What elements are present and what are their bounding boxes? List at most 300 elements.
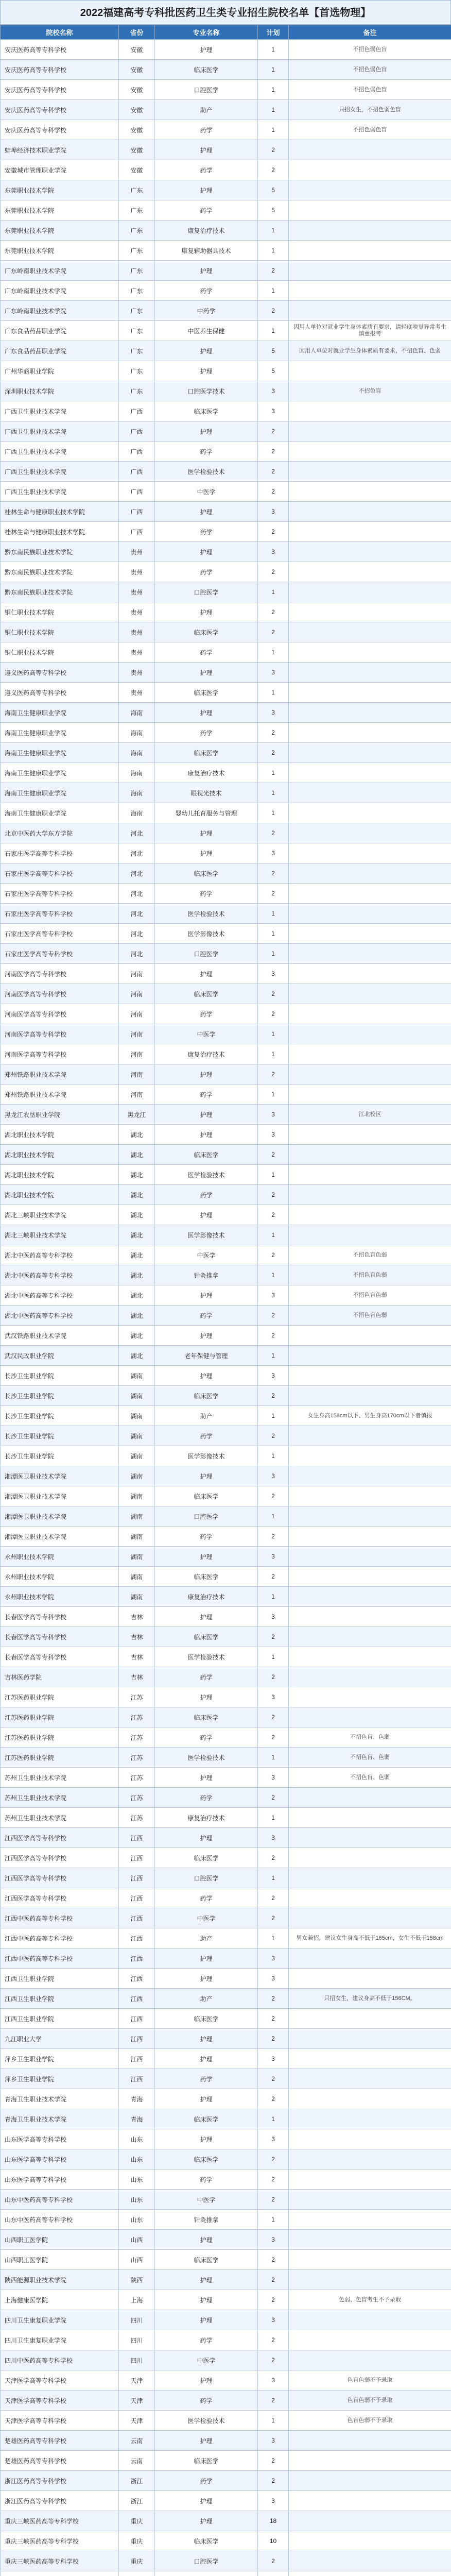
table-row xyxy=(1,2170,451,2190)
plan-cell: 2 xyxy=(258,2270,289,2290)
table-row xyxy=(1,924,451,944)
school-cell: 长沙卫生职业学院 xyxy=(1,1446,119,1466)
plan-cell: 1 xyxy=(258,683,289,703)
province-cell: 广东 xyxy=(119,361,155,381)
school-cell: 长春医学高等专科学校 xyxy=(1,1627,119,1647)
major-cell: 护理 xyxy=(155,1607,258,1627)
province-cell: 河北 xyxy=(119,924,155,944)
school-cell: 东莞职业技术学院 xyxy=(1,241,119,261)
major-cell: 助产 xyxy=(155,1406,258,1426)
province-cell: 河北 xyxy=(119,904,155,924)
province-cell: 安徽 xyxy=(119,60,155,80)
table-row xyxy=(1,1748,451,1768)
header-note: 备注 xyxy=(289,25,451,40)
note-cell xyxy=(289,1064,451,1084)
table-row xyxy=(1,1004,451,1024)
table-row xyxy=(1,1185,451,1205)
note-cell xyxy=(289,703,451,723)
note-cell xyxy=(289,2551,451,2571)
province-cell: 河南 xyxy=(119,1044,155,1064)
major-cell: 护理 xyxy=(155,2491,258,2511)
province-cell: 湖北 xyxy=(119,1185,155,1205)
province-cell: 湖北 xyxy=(119,1225,155,1245)
major-cell: 医学检验技术 xyxy=(155,1647,258,1667)
major-cell xyxy=(155,2571,258,2576)
table-row xyxy=(1,1627,451,1647)
school-cell: 浙江医药高等专科学校 xyxy=(1,2491,119,2511)
note-cell xyxy=(289,2471,451,2491)
province-cell: 贵州 xyxy=(119,622,155,642)
note-cell xyxy=(289,683,451,703)
plan-cell: 2 xyxy=(258,1908,289,1928)
school-cell: 湘潭医卫职业技术学院 xyxy=(1,1466,119,1486)
province-cell: 湖南 xyxy=(119,1547,155,1567)
plan-cell: 1 xyxy=(258,80,289,100)
major-cell: 药学 xyxy=(155,1084,258,1105)
province-cell: 广西 xyxy=(119,482,155,502)
table-row xyxy=(1,180,451,200)
school-cell: 蚌埠经济技术职业学院 xyxy=(1,140,119,160)
plan-cell: 2 xyxy=(258,884,289,904)
table-row xyxy=(1,60,451,80)
major-cell: 护理 xyxy=(155,40,258,60)
province-cell: 重庆 xyxy=(119,2551,155,2571)
note-cell xyxy=(289,401,451,421)
major-cell: 护理 xyxy=(155,2370,258,2391)
table-row xyxy=(1,843,451,863)
school-cell: 石家庄医学高等专科学校 xyxy=(1,944,119,964)
school-cell: 湖北中医药高等专科学校 xyxy=(1,1245,119,1265)
plan-cell: 2 xyxy=(258,462,289,482)
major-cell: 口腔医学 xyxy=(155,582,258,602)
major-cell: 中医学 xyxy=(155,1245,258,1265)
note-cell xyxy=(289,1326,451,1346)
table-row xyxy=(1,1165,451,1185)
school-cell: 武汉民政职业学院 xyxy=(1,1346,119,1366)
province-cell: 湖北 xyxy=(119,1125,155,1145)
major-cell: 药学 xyxy=(155,1788,258,1808)
plan-cell: 3 xyxy=(258,2049,289,2069)
major-cell: 药学 xyxy=(155,1888,258,1908)
school-cell: 河南医学高等专科学校 xyxy=(1,1024,119,1044)
major-cell: 护理 xyxy=(155,1547,258,1567)
plan-cell: 2 xyxy=(258,2250,289,2270)
note-cell: 因用人单位对就业学生身体素质有要求，不招色盲、色弱 xyxy=(289,341,451,361)
plan-cell: 2 xyxy=(258,1205,289,1225)
school-cell: 海南卫生健康职业学院 xyxy=(1,703,119,723)
table-row xyxy=(1,1265,451,1285)
table-row xyxy=(1,1225,451,1245)
school-cell: 遵义医药高等专科学校 xyxy=(1,663,119,683)
note-cell xyxy=(289,763,451,783)
note-cell xyxy=(289,823,451,843)
major-cell: 医学检验技术 xyxy=(155,904,258,924)
note-cell xyxy=(289,160,451,180)
note-cell xyxy=(289,442,451,462)
school-cell: 黑龙江农垦职业学院 xyxy=(1,1105,119,1125)
major-cell: 临床医学 xyxy=(155,2109,258,2129)
major-cell: 护理 xyxy=(155,542,258,562)
table-row xyxy=(1,2411,451,2431)
table-row xyxy=(1,1727,451,1748)
major-cell: 护理 xyxy=(155,2290,258,2310)
plan-cell: 1 xyxy=(258,1225,289,1245)
note-cell xyxy=(289,281,451,301)
plan-cell: 2 xyxy=(258,823,289,843)
province-cell: 广东 xyxy=(119,301,155,321)
plan-cell: 2 xyxy=(258,1627,289,1647)
note-cell xyxy=(289,2431,451,2451)
plan-cell: 2 xyxy=(258,2471,289,2491)
province-cell: 云南 xyxy=(119,2431,155,2451)
plan-cell: 2 xyxy=(258,2391,289,2411)
note-cell xyxy=(289,1627,451,1647)
school-cell: 浙江医药高等专科学校 xyxy=(1,2471,119,2491)
province-cell: 贵州 xyxy=(119,602,155,622)
major-cell: 临床医学 xyxy=(155,1848,258,1868)
note-cell xyxy=(289,1888,451,1908)
note-cell: 不招色弱色盲 xyxy=(289,120,451,140)
province-cell: 河南 xyxy=(119,1084,155,1105)
note-cell xyxy=(289,1125,451,1145)
plan-cell: 5 xyxy=(258,341,289,361)
major-cell: 针灸推拿 xyxy=(155,2210,258,2230)
plan-cell: 3 xyxy=(258,1285,289,1306)
note-cell xyxy=(289,2270,451,2290)
school-cell: 山东中医药高等专科学校 xyxy=(1,2190,119,2210)
province-cell: 海南 xyxy=(119,743,155,763)
major-cell: 临床医学 xyxy=(155,1145,258,1165)
province-cell: 山西 xyxy=(119,2250,155,2270)
note-cell xyxy=(289,1426,451,1446)
school-cell: 天津医学高等专科学校 xyxy=(1,2370,119,2391)
note-cell: 不招色盲、色弱 xyxy=(289,1727,451,1748)
table-row xyxy=(1,723,451,743)
province-cell: 江苏 xyxy=(119,1808,155,1828)
note-cell xyxy=(289,2129,451,2149)
school-cell: 江苏医药职业学院 xyxy=(1,1748,119,1768)
table-row xyxy=(1,1667,451,1687)
plan-cell: 3 xyxy=(258,2431,289,2451)
note-cell xyxy=(289,502,451,522)
table-row xyxy=(1,2270,451,2290)
table-row xyxy=(1,743,451,763)
province-cell: 山东 xyxy=(119,2210,155,2230)
major-cell: 药学 xyxy=(155,200,258,221)
note-cell xyxy=(289,1808,451,1828)
school-cell: 湖北职业技术学院 xyxy=(1,1125,119,1145)
table-row xyxy=(1,2069,451,2089)
major-cell: 临床医学 xyxy=(155,2451,258,2471)
note-cell xyxy=(289,2069,451,2089)
province-cell: 海南 xyxy=(119,763,155,783)
province-cell: 湖南 xyxy=(119,1567,155,1587)
table-row xyxy=(1,1446,451,1466)
note-cell xyxy=(289,1004,451,1024)
note-cell xyxy=(289,2190,451,2210)
major-cell: 口腔医学 xyxy=(155,1506,258,1527)
note-cell xyxy=(289,2029,451,2049)
table-row xyxy=(1,904,451,924)
plan-cell: 1 xyxy=(258,642,289,663)
major-cell: 药学 xyxy=(155,723,258,743)
note-cell xyxy=(289,663,451,683)
plan-cell: 3 xyxy=(258,1125,289,1145)
major-cell: 护理 xyxy=(155,1466,258,1486)
major-cell: 临床医学 xyxy=(155,1627,258,1647)
school-cell: 湘潭医卫职业技术学院 xyxy=(1,1486,119,1506)
major-cell: 护理 xyxy=(155,2029,258,2049)
table-row xyxy=(1,1506,451,1527)
school-cell: 苏州卫生职业技术学院 xyxy=(1,1808,119,1828)
plan-cell: 2 xyxy=(258,1727,289,1748)
major-cell: 药学 xyxy=(155,1727,258,1748)
note-cell: 男女兼招，建议女生身高不低于165cm，女生不低于158cm xyxy=(289,1928,451,1948)
province-cell: 江西 xyxy=(119,1868,155,1888)
major-cell: 护理 xyxy=(155,2129,258,2149)
note-cell xyxy=(289,241,451,261)
major-cell: 护理 xyxy=(155,703,258,723)
note-cell: 女生身高158cm以下、男生身高170cm以下者慎报 xyxy=(289,1406,451,1426)
table-row xyxy=(1,1848,451,1868)
plan-cell: 3 xyxy=(258,381,289,401)
province-cell: 湖北 xyxy=(119,1145,155,1165)
table-row xyxy=(1,1707,451,1727)
major-cell: 护理 xyxy=(155,341,258,361)
plan-cell: 2 xyxy=(258,743,289,763)
note-cell xyxy=(289,1446,451,1466)
plan-cell: 2 xyxy=(258,863,289,884)
major-cell: 药学 xyxy=(155,1004,258,1024)
school-cell: 江西卫生职业学院 xyxy=(1,1989,119,2009)
table-body xyxy=(1,40,451,2576)
major-cell: 临床医学 xyxy=(155,401,258,421)
note-cell: 不招色弱色盲 xyxy=(289,80,451,100)
plan-cell: 2 xyxy=(258,522,289,542)
school-cell: 湖北职业技术学院 xyxy=(1,1185,119,1205)
school-cell: 江西中医药高等专科学校 xyxy=(1,1908,119,1928)
province-cell: 广东 xyxy=(119,261,155,281)
plan-cell: 3 xyxy=(258,1768,289,1788)
page-title: 2022福建高考专科批医药卫生类专业招生院校名单【首选物理】 xyxy=(0,0,451,25)
province-cell: 湖南 xyxy=(119,1486,155,1506)
province-cell: 上海 xyxy=(119,2290,155,2310)
school-cell: 石家庄医学高等专科学校 xyxy=(1,924,119,944)
major-cell: 中药学 xyxy=(155,301,258,321)
plan-cell: 10 xyxy=(258,2531,289,2551)
major-cell: 临床医学 xyxy=(155,2250,258,2270)
note-cell xyxy=(289,2049,451,2069)
note-cell: 江北校区 xyxy=(289,1105,451,1125)
province-cell: 河北 xyxy=(119,843,155,863)
school-cell: 楚雄医药高等专科学校 xyxy=(1,2451,119,2471)
school-cell: 石家庄医学高等专科学校 xyxy=(1,904,119,924)
school-cell: 山西职工医学院 xyxy=(1,2230,119,2250)
plan-cell: 2 xyxy=(258,602,289,622)
plan-cell: 2 xyxy=(258,2069,289,2089)
plan-cell: 2 xyxy=(258,2190,289,2210)
table-row xyxy=(1,321,451,341)
table-row xyxy=(1,1587,451,1607)
plan-cell: 1 xyxy=(258,1044,289,1064)
table-row xyxy=(1,1969,451,1989)
major-cell: 中医学 xyxy=(155,1908,258,1928)
major-cell: 护理 xyxy=(155,1969,258,1989)
table-row xyxy=(1,803,451,823)
table-row xyxy=(1,40,451,60)
school-cell: 天津医学高等专科学校 xyxy=(1,2391,119,2411)
note-cell: 不招色盲色弱 xyxy=(289,1285,451,1306)
note-cell xyxy=(289,2330,451,2350)
school-cell: 深圳职业技术学院 xyxy=(1,381,119,401)
note-cell: 不招色弱色盲 xyxy=(289,60,451,80)
note-cell xyxy=(289,843,451,863)
province-cell: 吉林 xyxy=(119,1667,155,1687)
note-cell: 不招色盲色弱 xyxy=(289,1265,451,1285)
school-cell: 安庆医药高等专科学校 xyxy=(1,100,119,120)
note-cell xyxy=(289,582,451,602)
school-cell: 湖北三峡职业技术学院 xyxy=(1,1225,119,1245)
table-row xyxy=(1,2049,451,2069)
major-cell: 护理 xyxy=(155,140,258,160)
note-cell xyxy=(289,904,451,924)
plan-cell: 1 xyxy=(258,321,289,341)
province-cell: 海南 xyxy=(119,723,155,743)
table-row xyxy=(1,120,451,140)
school-cell: 江西卫生职业学院 xyxy=(1,2009,119,2029)
table-row xyxy=(1,2531,451,2551)
plan-cell: 3 xyxy=(258,2491,289,2511)
school-cell: 安庆医药高等专科学校 xyxy=(1,80,119,100)
school-cell: 山东医学高等专科学校 xyxy=(1,2170,119,2190)
province-cell: 安徽 xyxy=(119,80,155,100)
province-cell: 江西 xyxy=(119,1928,155,1948)
note-cell xyxy=(289,2230,451,2250)
province-cell: 安徽 xyxy=(119,140,155,160)
plan-cell: 3 xyxy=(258,2310,289,2330)
note-cell xyxy=(289,1386,451,1406)
table-row xyxy=(1,964,451,984)
province-cell: 湖南 xyxy=(119,1466,155,1486)
school-cell: 广东食品药品职业学院 xyxy=(1,321,119,341)
school-cell: 山东医学高等专科学校 xyxy=(1,2129,119,2149)
major-cell: 中医学 xyxy=(155,2350,258,2370)
province-cell: 河北 xyxy=(119,823,155,843)
plan-cell: 1 xyxy=(258,221,289,241)
major-cell: 护理 xyxy=(155,1768,258,1788)
plan-cell: 1 xyxy=(258,2210,289,2230)
school-cell: 永州职业技术学院 xyxy=(1,1567,119,1587)
school-cell: 重庆三峡医药高等专科学校 xyxy=(1,2531,119,2551)
major-cell: 护理 xyxy=(155,361,258,381)
province-cell: 湖北 xyxy=(119,1306,155,1326)
table-row xyxy=(1,562,451,582)
table-row xyxy=(1,1768,451,1788)
header-major: 专业名称 xyxy=(155,25,258,40)
note-cell xyxy=(289,2089,451,2109)
plan-cell: 3 xyxy=(258,703,289,723)
major-cell: 护理 xyxy=(155,2049,258,2069)
note-cell xyxy=(289,542,451,562)
note-cell: 不招色弱色盲 xyxy=(289,40,451,60)
table-row xyxy=(1,401,451,421)
plan-cell: 1 xyxy=(258,1024,289,1044)
plan-cell: 2 xyxy=(258,1306,289,1326)
table-row xyxy=(1,1044,451,1064)
table-row xyxy=(1,622,451,642)
province-cell: 湖南 xyxy=(119,1587,155,1607)
major-cell: 护理 xyxy=(155,663,258,683)
table-row xyxy=(1,140,451,160)
school-cell: 北京中医药大学东方学院 xyxy=(1,823,119,843)
school-cell: 广西卫生职业技术学院 xyxy=(1,401,119,421)
admissions-table xyxy=(0,25,451,2576)
note-cell xyxy=(289,1587,451,1607)
table-row xyxy=(1,602,451,622)
major-cell: 药学 xyxy=(155,2471,258,2491)
table-row xyxy=(1,1948,451,1969)
note-cell xyxy=(289,1908,451,1928)
major-cell: 临床医学 xyxy=(155,2531,258,2551)
plan-cell: 1 xyxy=(258,1808,289,1828)
major-cell: 护理 xyxy=(155,1366,258,1386)
note-cell xyxy=(289,522,451,542)
table-row xyxy=(1,160,451,180)
province-cell: 广西 xyxy=(119,401,155,421)
table-row xyxy=(1,1547,451,1567)
table-row xyxy=(1,2250,451,2270)
major-cell: 康复治疗技术 xyxy=(155,221,258,241)
table-row xyxy=(1,2551,451,2571)
school-cell: 九江职业大学 xyxy=(1,2029,119,2049)
province-cell: 重庆 xyxy=(119,2531,155,2551)
province-cell: 山东 xyxy=(119,2129,155,2149)
school-cell: 广东食品药品职业学院 xyxy=(1,341,119,361)
major-cell: 护理 xyxy=(155,1948,258,1969)
school-cell: 湖北职业技术学院 xyxy=(1,1145,119,1165)
plan-cell: 1 xyxy=(258,1868,289,1888)
major-cell: 药学 xyxy=(155,2391,258,2411)
school-cell: 苏州卫生职业技术学院 xyxy=(1,1788,119,1808)
plan-cell: 2 xyxy=(258,301,289,321)
school-cell: 石家庄医学高等专科学校 xyxy=(1,884,119,904)
plan-cell: 2 xyxy=(258,1326,289,1346)
plan-cell: 1 xyxy=(258,904,289,924)
major-cell: 药学 xyxy=(155,442,258,462)
major-cell: 护理 xyxy=(155,2310,258,2330)
school-cell: 黔东南民族职业技术学院 xyxy=(1,542,119,562)
school-cell: 萍乡卫生职业学院 xyxy=(1,2069,119,2089)
school-cell: 江西中医药高等专科学校 xyxy=(1,1948,119,1969)
school-cell: 铜仁职业技术学院 xyxy=(1,622,119,642)
province-cell: 贵州 xyxy=(119,582,155,602)
plan-cell: 3 xyxy=(258,2370,289,2391)
major-cell: 药学 xyxy=(155,522,258,542)
province-cell: 贵州 xyxy=(119,562,155,582)
school-cell: 湖北职业技术学院 xyxy=(1,1165,119,1185)
note-cell xyxy=(289,200,451,221)
table-row xyxy=(1,1687,451,1707)
table-row xyxy=(1,1064,451,1084)
province-cell: 江苏 xyxy=(119,1707,155,1727)
province-cell: 安徽 xyxy=(119,120,155,140)
school-cell: 吉林医药学院 xyxy=(1,1667,119,1687)
major-cell: 药学 xyxy=(155,120,258,140)
province-cell: 陕西 xyxy=(119,2270,155,2290)
table-row xyxy=(1,1366,451,1386)
table-row xyxy=(1,301,451,321)
school-cell: 东莞职业技术学院 xyxy=(1,180,119,200)
